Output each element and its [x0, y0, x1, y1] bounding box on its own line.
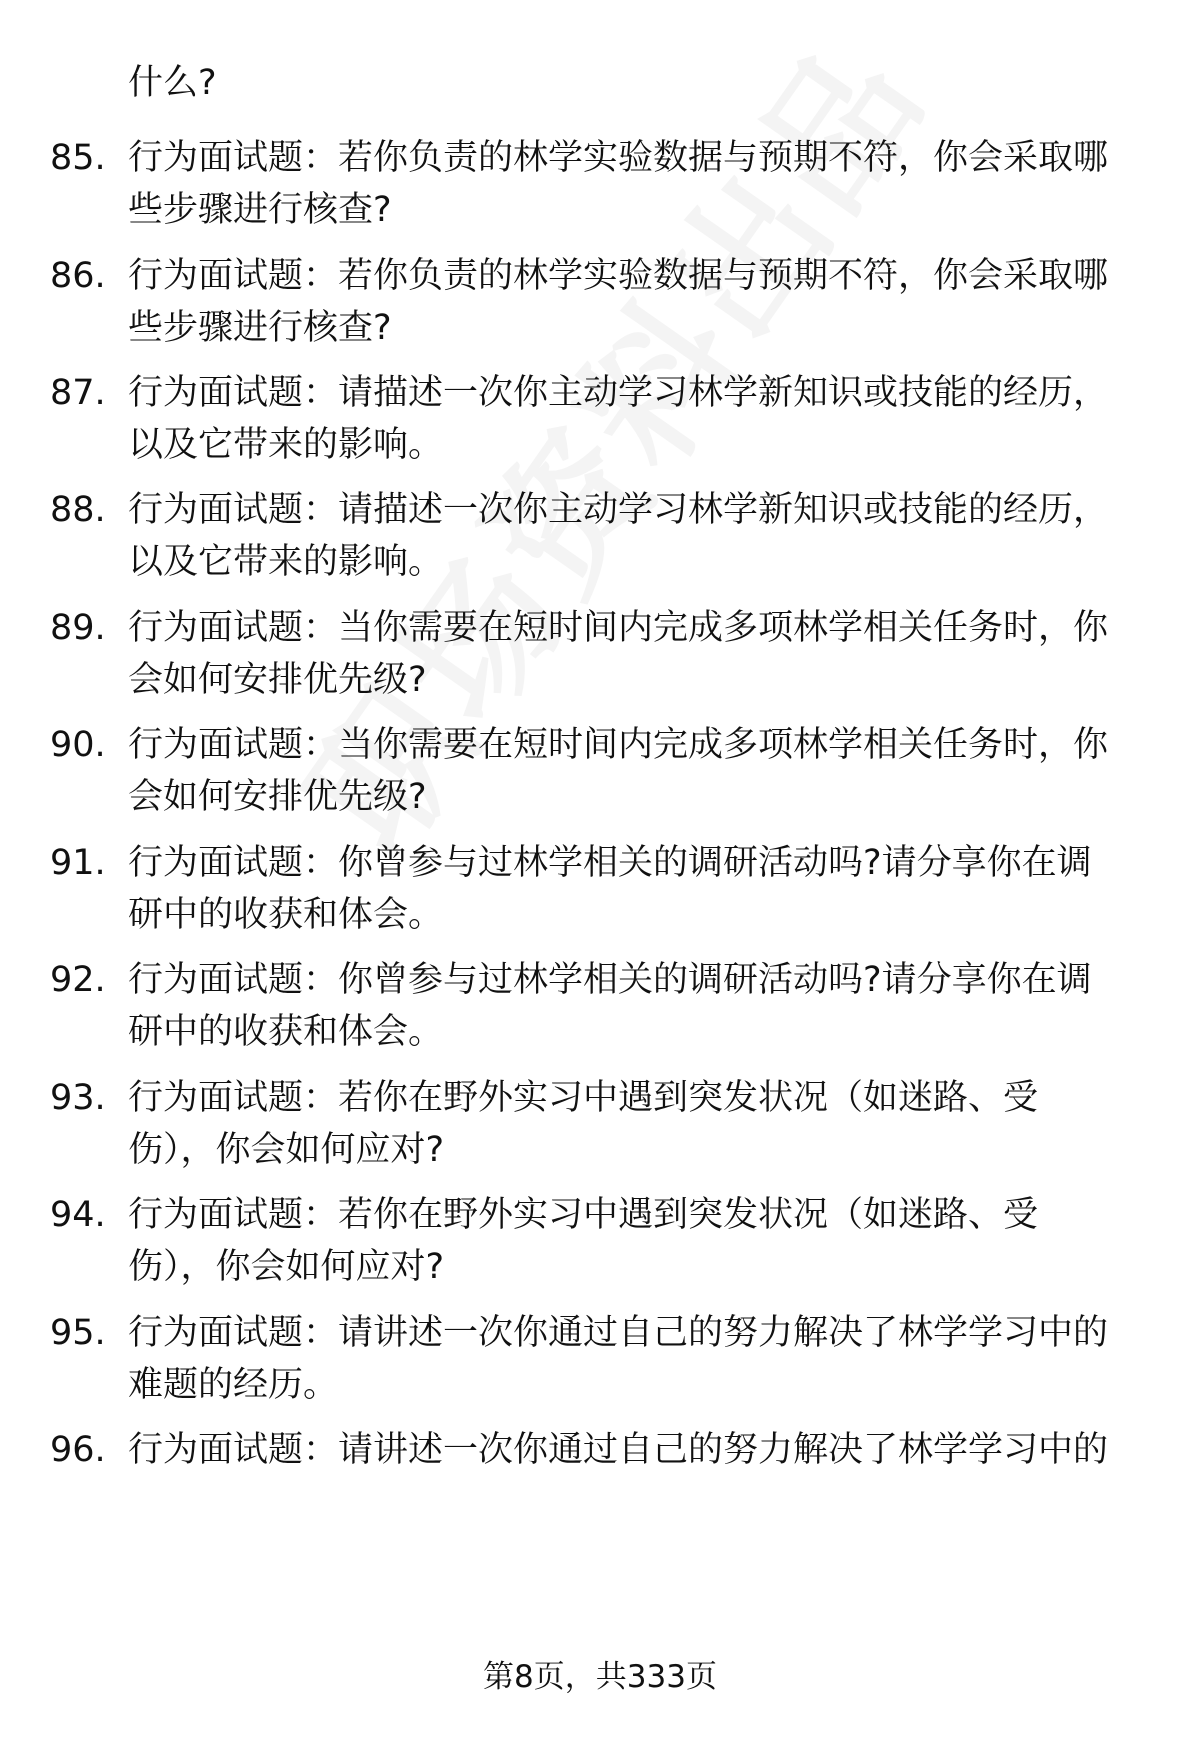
- question-number: 93.: [50, 1078, 106, 1118]
- question-number: 85.: [50, 138, 106, 178]
- question-line: 以及它带来的影响。: [128, 542, 444, 582]
- question-text: [128, 954, 1138, 1058]
- question-line: 行为面试题：当你需要在短时间内完成多项林学相关任务时，你: [128, 725, 1109, 765]
- question-number: 95.: [50, 1313, 106, 1353]
- question-line: 行为面试题：请讲述一次你通过自己的努力解决了林学学习中的: [128, 1430, 1109, 1470]
- question-text: [128, 837, 1138, 941]
- question-line: 行为面试题：若你负责的林学实验数据与预期不符，你会采取哪: [128, 256, 1109, 296]
- question-line: 行为面试题：你曾参与过林学相关的调研活动吗?请分享你在调: [128, 960, 1092, 1000]
- question-text: [128, 367, 1138, 471]
- question-number: 86.: [50, 256, 106, 296]
- question-text: [128, 602, 1138, 706]
- question-line: 行为面试题：当你需要在短时间内完成多项林学相关任务时，你: [128, 608, 1109, 648]
- question-number: 94.: [50, 1195, 106, 1235]
- question-line: 行为面试题：请描述一次你主动学习林学新知识或技能的经历，: [128, 490, 1109, 530]
- question-line: 会如何安排优先级?: [128, 777, 427, 817]
- question-text: [128, 1072, 1138, 1176]
- question-line: 行为面试题：若你在野外实习中遇到突发状况（如迷路、受: [128, 1078, 1039, 1118]
- question-line: 行为面试题：若你在野外实习中遇到突发状况（如迷路、受: [128, 1195, 1039, 1235]
- question-number: 90.: [50, 725, 106, 765]
- question-text: [128, 132, 1138, 236]
- question-number: 87.: [50, 373, 106, 413]
- question-number: 91.: [50, 843, 106, 883]
- question-text: [128, 1307, 1138, 1411]
- question-line: 行为面试题：你曾参与过林学相关的调研活动吗?请分享你在调: [128, 843, 1092, 883]
- question-text: [128, 1424, 1138, 1476]
- question-text: [128, 1189, 1138, 1293]
- question-line: 研中的收获和体会。: [128, 895, 444, 935]
- question-text: [128, 719, 1138, 823]
- question-number: 96.: [50, 1430, 106, 1470]
- continuation-line: 什么?: [128, 63, 217, 103]
- question-line: 伤），你会如何应对?: [128, 1130, 445, 1170]
- question-line: 会如何安排优先级?: [128, 660, 427, 700]
- question-number: 88.: [50, 490, 106, 530]
- page-footer: 第8页，共333页: [483, 1659, 717, 1695]
- question-line: 难题的经历。: [128, 1365, 339, 1405]
- question-line: 研中的收获和体会。: [128, 1012, 444, 1052]
- question-text: [128, 484, 1138, 588]
- question-line: 伤），你会如何应对?: [128, 1247, 445, 1287]
- question-number: 89.: [50, 608, 106, 648]
- question-line: 以及它带来的影响。: [128, 425, 444, 465]
- question-number: 92.: [50, 960, 106, 1000]
- question-line: 些步骤进行核查?: [128, 190, 392, 230]
- question-text: [128, 250, 1138, 354]
- question-line: 行为面试题：若你负责的林学实验数据与预期不符，你会采取哪: [128, 138, 1109, 178]
- question-line: 行为面试题：请描述一次你主动学习林学新知识或技能的经历，: [128, 373, 1109, 413]
- question-line: 些步骤进行核查?: [128, 308, 392, 348]
- question-line: 行为面试题：请讲述一次你通过自己的努力解决了林学学习中的: [128, 1313, 1109, 1353]
